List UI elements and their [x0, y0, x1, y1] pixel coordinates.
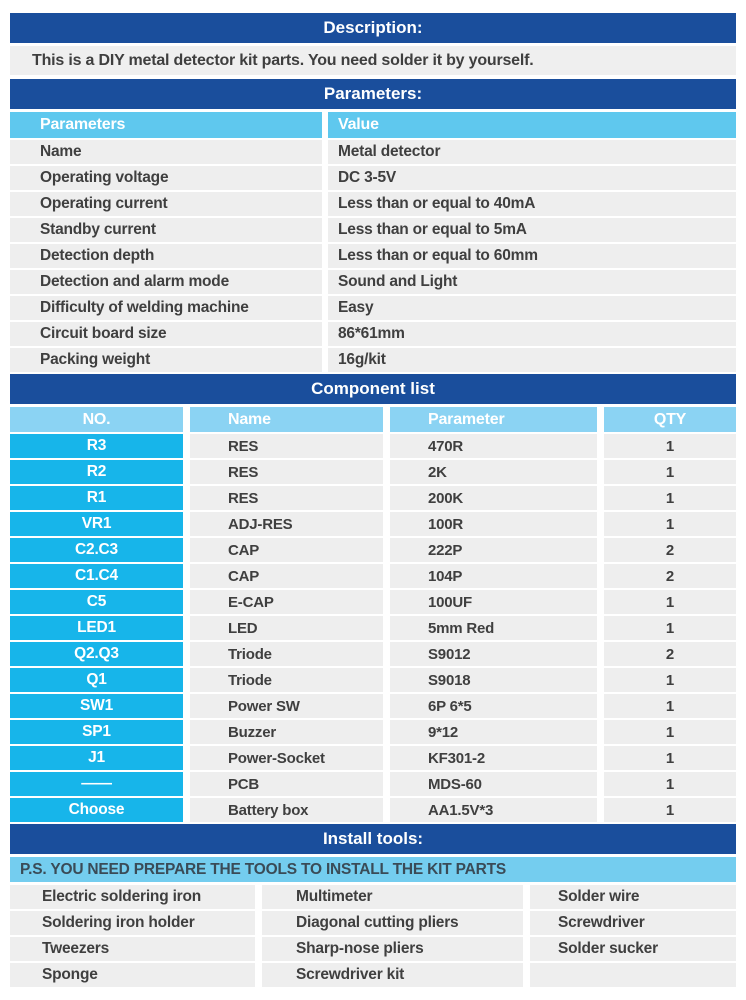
component-no-cell: SP1: [10, 720, 183, 744]
component-no-cell: LED1: [10, 616, 183, 640]
param-row: [10, 296, 736, 320]
param-label: Packing weight: [10, 348, 322, 372]
component-row: [10, 746, 736, 770]
param-label: Detection depth: [10, 244, 322, 268]
component-no-cell: R3: [10, 434, 183, 458]
component-parameter-cell: AA1.5V*3: [390, 798, 597, 822]
component-no-cell: ——: [10, 772, 183, 796]
component-row: [10, 486, 736, 510]
tools-row: [10, 937, 736, 961]
install-tools-note-row: [10, 857, 736, 882]
component-row: [10, 720, 736, 744]
component-list-section-bar: [10, 374, 736, 404]
parameters-header-value: Value: [328, 112, 736, 138]
component-row: [10, 798, 736, 822]
param-value: Less than or equal to 5mA: [328, 218, 736, 242]
component-header-parameter: Parameter: [390, 407, 597, 432]
tool-cell: Tweezers: [10, 937, 255, 961]
component-row: [10, 590, 736, 614]
param-value: DC 3-5V: [328, 166, 736, 190]
component-header-no: NO.: [10, 407, 183, 432]
parameters-table-header: [10, 112, 736, 138]
description-section-bar: [10, 13, 736, 43]
component-parameter-cell: 222P: [390, 538, 597, 562]
component-no-cell: R2: [10, 460, 183, 484]
component-parameter-cell: S9012: [390, 642, 597, 666]
component-qty-cell: 1: [604, 772, 736, 796]
tool-cell: [530, 963, 736, 987]
tools-row: [10, 911, 736, 935]
param-value: Easy: [328, 296, 736, 320]
tools-row: [10, 963, 736, 987]
param-row: [10, 192, 736, 216]
component-row: [10, 460, 736, 484]
component-parameter-cell: 100UF: [390, 590, 597, 614]
tool-cell: Sharp-nose pliers: [262, 937, 523, 961]
tool-cell: Screwdriver: [530, 911, 736, 935]
tool-cell: Multimeter: [262, 885, 523, 909]
param-value: Sound and Light: [328, 270, 736, 294]
component-qty-cell: 1: [604, 434, 736, 458]
component-qty-cell: 1: [604, 746, 736, 770]
param-row: [10, 166, 736, 190]
component-qty-cell: 1: [604, 798, 736, 822]
param-label: Name: [10, 140, 322, 164]
param-label: Operating current: [10, 192, 322, 216]
component-no-cell: Q2.Q3: [10, 642, 183, 666]
component-name-cell: RES: [190, 460, 383, 484]
tool-cell: Sponge: [10, 963, 255, 987]
component-row: [10, 668, 736, 692]
component-name-cell: Triode: [190, 668, 383, 692]
component-name-cell: PCB: [190, 772, 383, 796]
component-name-cell: CAP: [190, 538, 383, 562]
component-no-cell: C2.C3: [10, 538, 183, 562]
component-qty-cell: 1: [604, 486, 736, 510]
component-name-cell: CAP: [190, 564, 383, 588]
install-tools-title: Install tools:: [322, 829, 424, 848]
component-name-cell: Power-Socket: [190, 746, 383, 770]
param-value: Metal detector: [328, 140, 736, 164]
component-parameter-cell: 2K: [390, 460, 597, 484]
install-tools-section-bar: [10, 824, 736, 854]
component-row: [10, 434, 736, 458]
component-header-qty: QTY: [604, 407, 736, 432]
tool-cell: Screwdriver kit: [262, 963, 523, 987]
tool-cell: Solder wire: [530, 885, 736, 909]
param-row: [10, 348, 736, 372]
component-qty-cell: 1: [604, 616, 736, 640]
description-section-title: Description:: [323, 18, 423, 37]
component-name-cell: Power SW: [190, 694, 383, 718]
param-value: Less than or equal to 60mm: [328, 244, 736, 268]
component-parameter-cell: KF301-2: [390, 746, 597, 770]
component-qty-cell: 1: [604, 460, 736, 484]
component-parameter-cell: 100R: [390, 512, 597, 536]
component-qty-cell: 2: [604, 642, 736, 666]
component-no-cell: VR1: [10, 512, 183, 536]
install-tools-note: P.S. YOU NEED PREPARE THE TOOLS TO INSTALL THE KIT PARTS: [20, 860, 507, 878]
component-qty-cell: 1: [604, 668, 736, 692]
param-label: Operating voltage: [10, 166, 322, 190]
param-value: 16g/kit: [328, 348, 736, 372]
component-no-cell: C1.C4: [10, 564, 183, 588]
param-row: [10, 140, 736, 164]
param-value: 86*61mm: [328, 322, 736, 346]
tools-row: [10, 885, 736, 909]
param-label: Circuit board size: [10, 322, 322, 346]
component-row: [10, 564, 736, 588]
component-qty-cell: 2: [604, 538, 736, 562]
component-parameter-cell: 470R: [390, 434, 597, 458]
tool-cell: Solder sucker: [530, 937, 736, 961]
component-parameter-cell: 200K: [390, 486, 597, 510]
param-label: Difficulty of welding machine: [10, 296, 322, 320]
component-qty-cell: 1: [604, 720, 736, 744]
component-parameter-cell: 5mm Red: [390, 616, 597, 640]
component-row: [10, 538, 736, 562]
component-row: [10, 642, 736, 666]
component-parameter-cell: MDS-60: [390, 772, 597, 796]
tool-cell: Diagonal cutting pliers: [262, 911, 523, 935]
component-parameter-cell: S9018: [390, 668, 597, 692]
component-list-title: Component list: [311, 379, 435, 398]
component-header-name: Name: [190, 407, 383, 432]
param-row: [10, 322, 736, 346]
component-no-cell: SW1: [10, 694, 183, 718]
component-qty-cell: 1: [604, 590, 736, 614]
param-row: [10, 270, 736, 294]
param-value: Less than or equal to 40mA: [328, 192, 736, 216]
component-no-cell: R1: [10, 486, 183, 510]
component-qty-cell: 2: [604, 564, 736, 588]
component-name-cell: ADJ-RES: [190, 512, 383, 536]
component-parameter-cell: 6P 6*5: [390, 694, 597, 718]
component-name-cell: E-CAP: [190, 590, 383, 614]
component-parameter-cell: 104P: [390, 564, 597, 588]
tool-cell: Electric soldering iron: [10, 885, 255, 909]
component-row: [10, 616, 736, 640]
component-qty-cell: 1: [604, 512, 736, 536]
component-parameter-cell: 9*12: [390, 720, 597, 744]
parameters-header-name: Parameters: [10, 112, 322, 138]
component-row: [10, 772, 736, 796]
param-row: [10, 244, 736, 268]
component-row: [10, 694, 736, 718]
component-name-cell: Buzzer: [190, 720, 383, 744]
component-no-cell: Choose: [10, 798, 183, 822]
param-label: Standby current: [10, 218, 322, 242]
param-row: [10, 218, 736, 242]
component-name-cell: LED: [190, 616, 383, 640]
component-name-cell: RES: [190, 434, 383, 458]
component-name-cell: Battery box: [190, 798, 383, 822]
component-row: [10, 512, 736, 536]
tool-cell: Soldering iron holder: [10, 911, 255, 935]
component-qty-cell: 1: [604, 694, 736, 718]
description-text-row: [10, 46, 736, 75]
parameters-section-title: Parameters:: [323, 84, 423, 103]
component-name-cell: RES: [190, 486, 383, 510]
component-no-cell: Q1: [10, 668, 183, 692]
component-name-cell: Triode: [190, 642, 383, 666]
description-text: This is a DIY metal detector kit parts. You need solder it by yourself.: [32, 51, 534, 69]
component-no-cell: J1: [10, 746, 183, 770]
component-no-cell: C5: [10, 590, 183, 614]
component-table-header: [10, 407, 736, 432]
param-label: Detection and alarm mode: [10, 270, 322, 294]
parameters-section-bar: [10, 79, 736, 109]
